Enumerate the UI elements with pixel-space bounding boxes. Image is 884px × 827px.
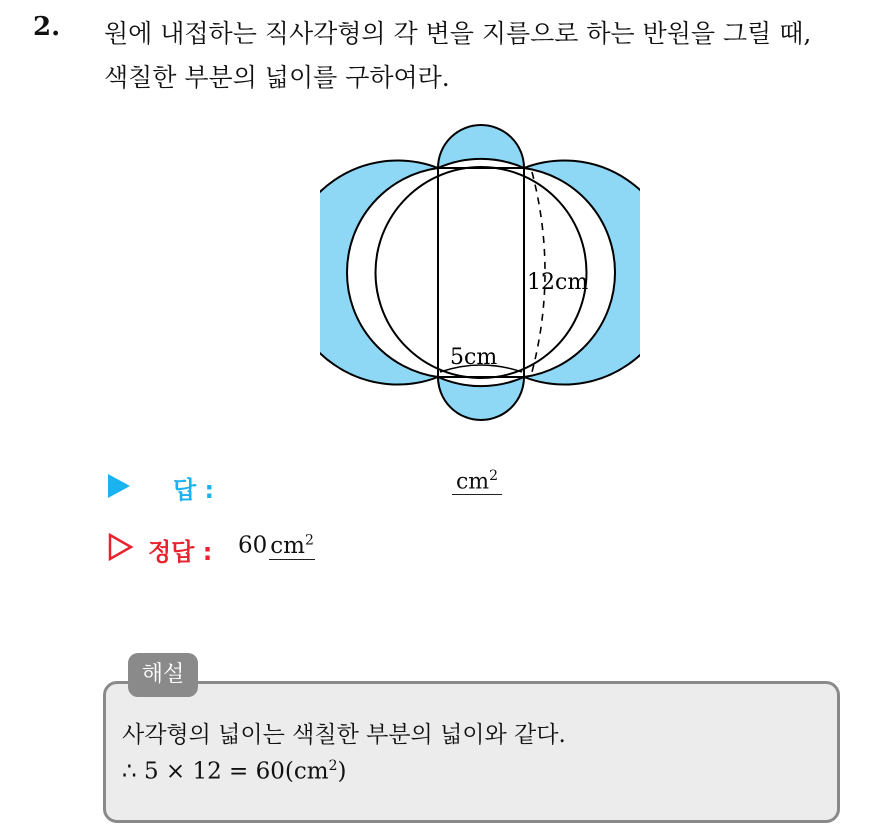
correct-answer-row [108,530,528,570]
outline-triangle-icon [108,532,134,562]
question-text [104,12,874,100]
solution-unit-sup: 2 [328,758,338,774]
left-crescent [320,160,438,384]
question-line-1: 원에 내접하는 직사각형의 각 변을 지름으로 하는 반원을 그릴 때, [104,19,812,48]
bottom-lune [438,377,524,420]
solution-tag: 해설 [128,653,198,697]
answer-unit-sup: 2 [489,468,499,484]
correct-number: 60 [238,532,268,559]
top-lune [438,125,524,168]
geometry-figure [320,118,640,428]
question-line-2: 색칠한 부분의 넓이를 구하여라. [104,63,450,92]
correct-unit [269,533,315,560]
correct-label: 정답 : [148,538,213,566]
width-label: 5cm [450,345,498,370]
solution-close-paren: ) [337,758,347,785]
answer-blank[interactable] [452,468,502,495]
answer-unit: cm [455,469,490,495]
solution-line-2 [122,758,346,785]
solution-line-1: 사각형의 넓이는 색칠한 부분의 넓이와 같다. [122,722,566,748]
answer-label: 답 : [173,476,215,504]
height-label: 12cm [527,270,589,295]
correct-unit-text: cm [270,532,305,559]
correct-value [238,532,315,559]
solution-formula: ∴ 5 × 12 = 60( [122,758,294,785]
answer-row [108,470,528,506]
solution-box [103,681,840,823]
filled-triangle-icon [108,474,130,498]
question-number: 2. [33,12,61,42]
solution-unit: cm [293,758,329,785]
correct-unit-sup: 2 [304,532,314,548]
